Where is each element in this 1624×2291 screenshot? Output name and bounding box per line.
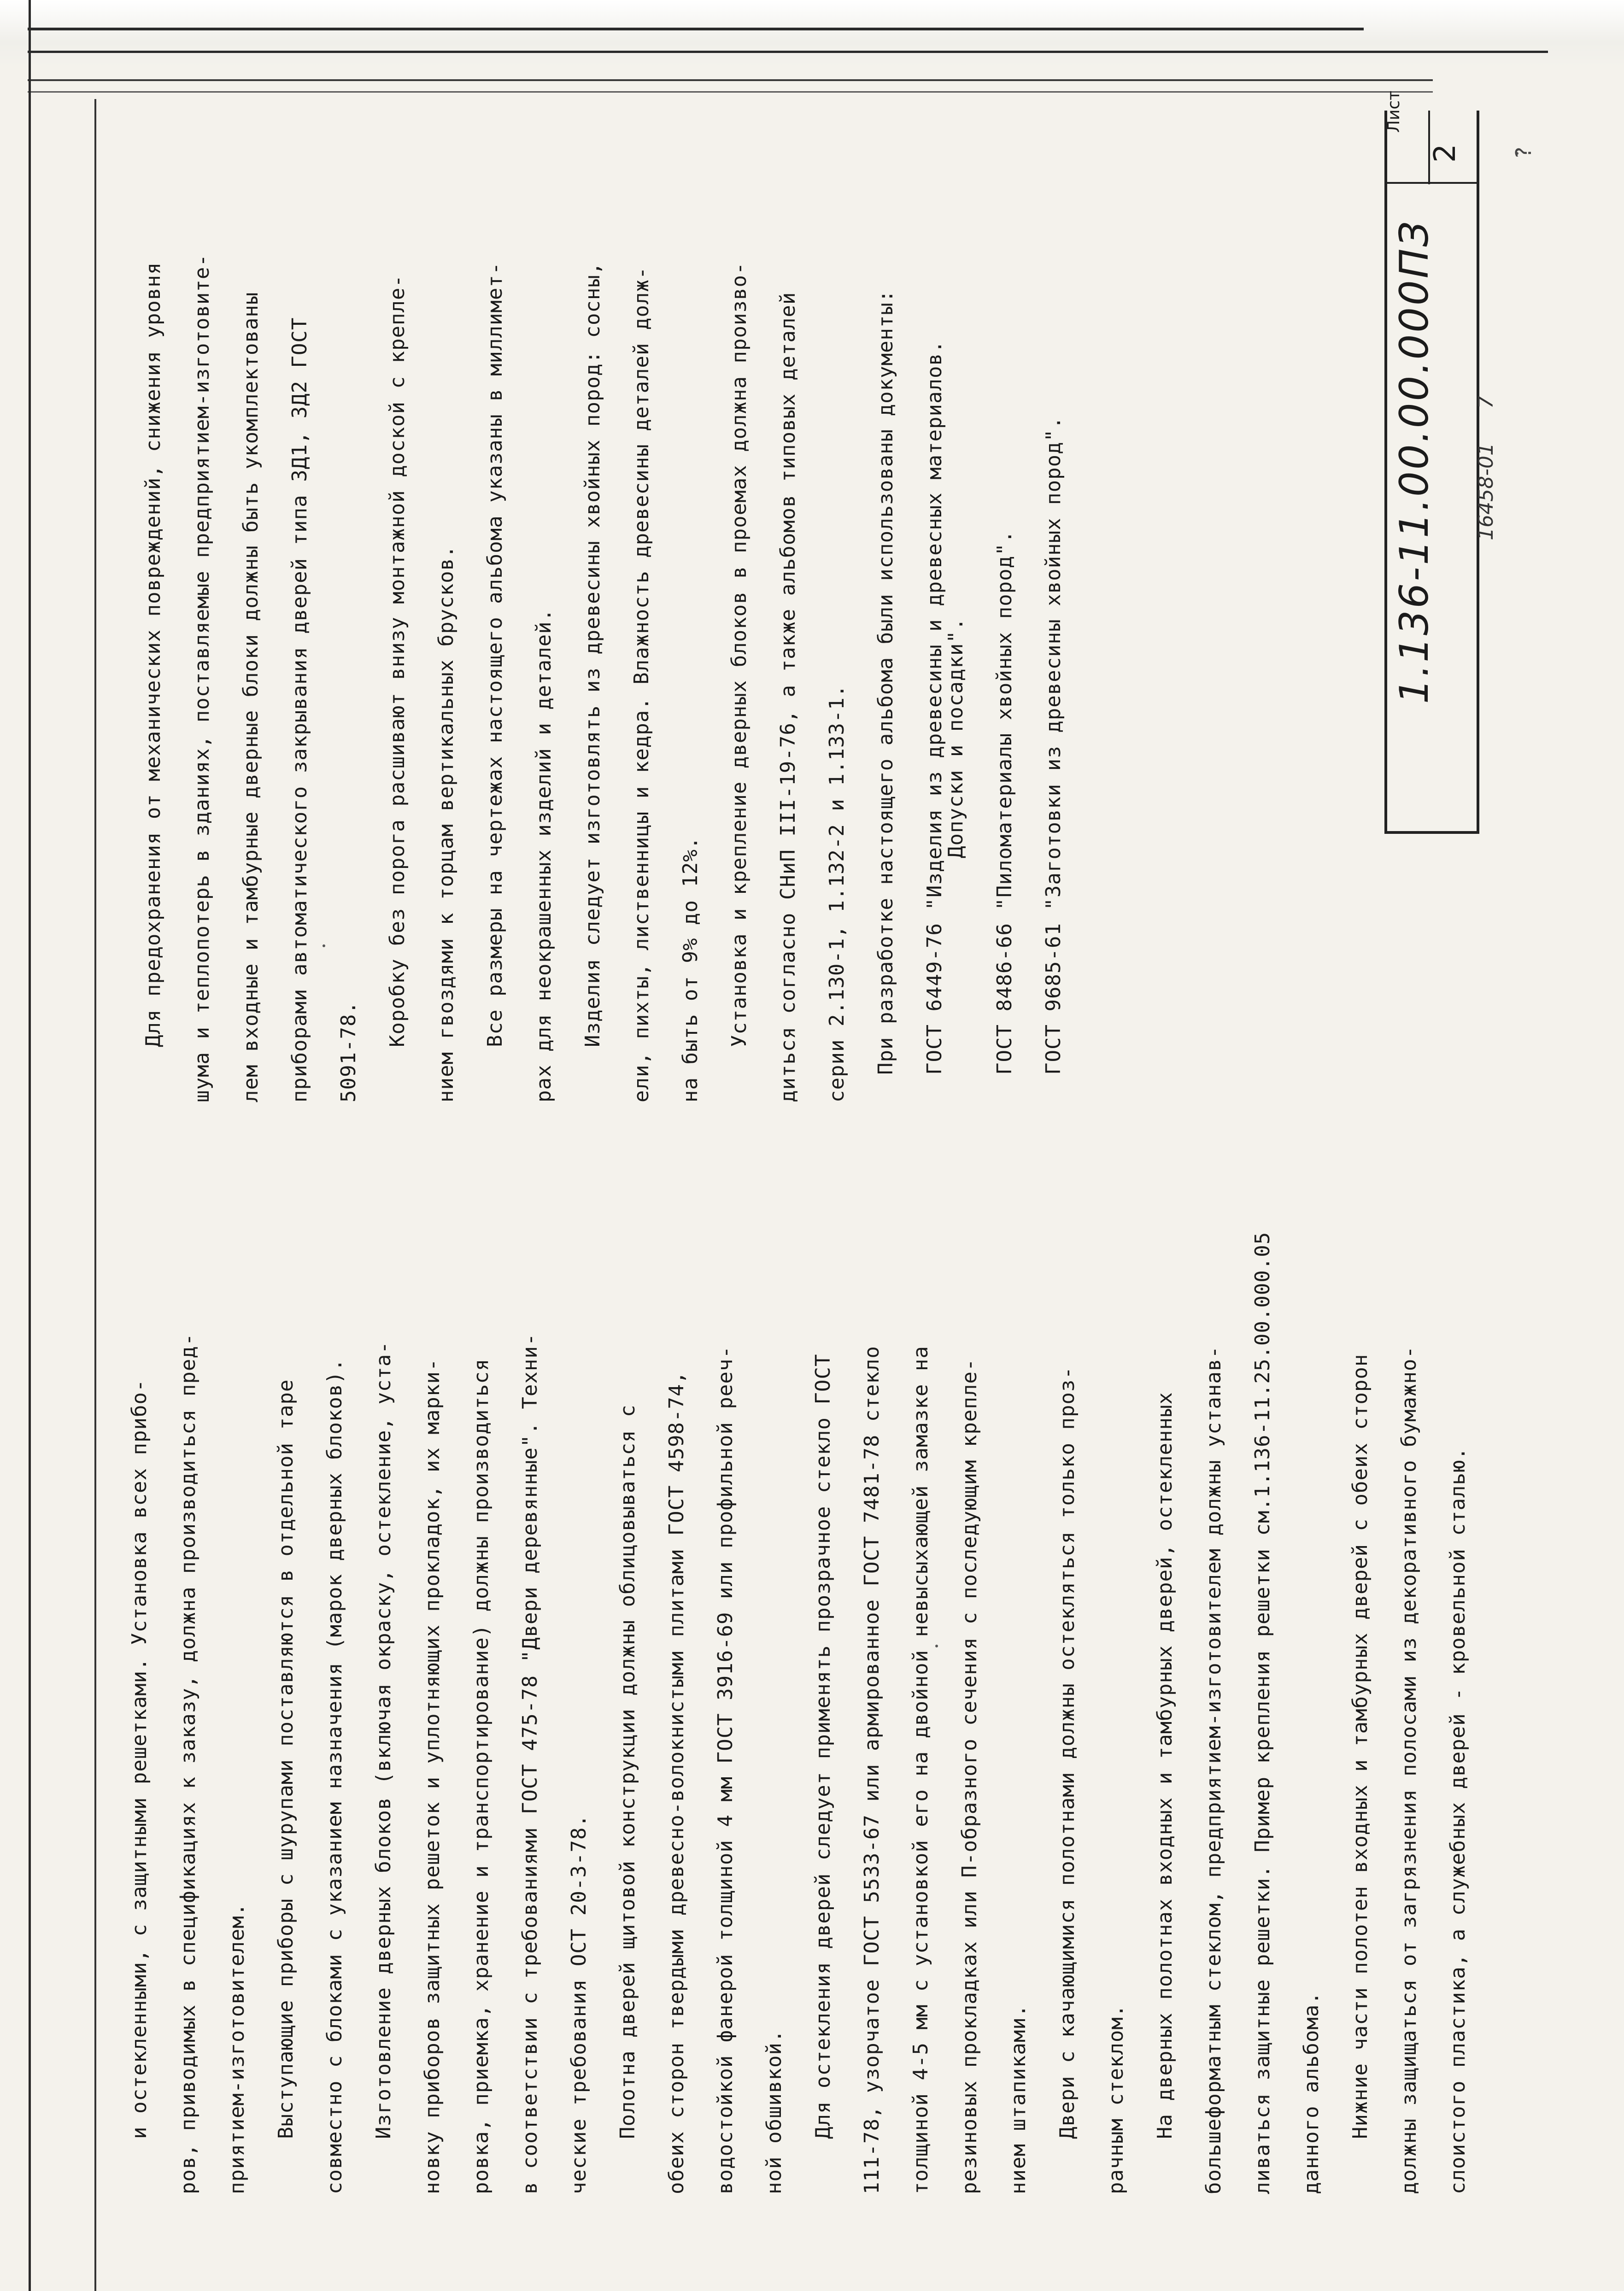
- text-line: 5091-78.: [337, 1001, 360, 1102]
- text-line: совместно с блоками с указанием назначения (марок дверных блоков).: [323, 1358, 346, 2194]
- text-line: в соответствии с требованиями ГОСТ 475-78 "Двери деревянные". Техни-: [518, 1333, 542, 2194]
- text-line: ели, пихты, лиственницы и кедра. Влажность древесины деталей долж-: [630, 266, 653, 1102]
- text-line: нием штапиками.: [1007, 2004, 1030, 2194]
- reference-line: ГОСТ 6449-76 "Изделия из древесины и древесных материалов.: [923, 340, 946, 1075]
- inventory-number-value: 16458-01: [1474, 443, 1498, 540]
- reference-line: ГОСТ 9685-61 "Заготовки из древесины хвойных пород".: [1042, 416, 1065, 1075]
- reference-line: Допуски и посадки".: [944, 617, 967, 858]
- text-line: Коробку без порога расшивают внизу монтажной доской с крепле-: [386, 275, 409, 1047]
- document-code: 1.136-11.00.00.000ПЗ: [1391, 219, 1437, 704]
- sheet-number: 2: [1428, 144, 1462, 163]
- text-line: и остекленными, с защитными решетками. Установка всех прибо-: [128, 1379, 151, 2139]
- inventory-number: [1474, 396, 1498, 540]
- text-line: ровка, приемка, хранение и транспортирование) должны производиться: [469, 1358, 493, 2194]
- text-line: слоистого пластика, а служебных дверей - кровельной сталью.: [1446, 1447, 1470, 2194]
- text-line: ной обшивкой.: [762, 2029, 786, 2194]
- text-line: шума и теплопотерь в зданиях, поставляемые предприятием-изготовите-: [190, 254, 214, 1102]
- text-line: При разработке настоящего альбома были использованы документы:: [874, 289, 897, 1075]
- text-line: приборами автоматического закрывания дверей типа 3Д1, 3Д2 ГОСТ: [288, 317, 311, 1102]
- text-column-left: [115, 1181, 1483, 2194]
- text-line: Выступающие приборы с шурупами поставляются в отдельной таре: [274, 1379, 298, 2139]
- text-column-right: [129, 89, 1078, 1102]
- text-line: Установка и крепление дверных блоков в проемах должна произво-: [727, 262, 751, 1047]
- text-line: данного альбома.: [1300, 1992, 1323, 2194]
- text-line: Нижние части полотен входных и тамбурных дверей с обеих сторон: [1348, 1354, 1372, 2139]
- text-line: Двери с качающимися полотнами должны остекляться только проз-: [1055, 1366, 1079, 2139]
- text-line: ливаться защитные решетки. Пример крепления решетки см.1.136-11.25.00.000.05: [1251, 1231, 1274, 2194]
- text-line: 111-78, узорчатое ГОСТ 5533-67 или армированное ГОСТ 7481-78 стекло: [860, 1346, 884, 2194]
- margin-mark: ?: [1511, 146, 1536, 158]
- text-line: водостойкой фанерой толщиной 4 мм ГОСТ 3916-69 или профильной рееч-: [714, 1346, 737, 2194]
- text-line: большеформатным стеклом, предприятием-изготовителем должны устанав-: [1202, 1346, 1225, 2194]
- text-line: резиновых прокладках или П-образного сечения с последующим крепле-: [958, 1358, 981, 2194]
- text-line: Все размеры на чертежах настоящего альбома указаны в миллимет-: [483, 262, 507, 1047]
- text-line: серии 2.130-1, 1.132-2 и 1.133-1.: [825, 684, 849, 1102]
- text-line: На дверных полотнах входных и тамбурных дверей, остекленных: [1153, 1392, 1177, 2139]
- text-line: на быть от 9% до 12%.: [679, 836, 702, 1102]
- text-line: приятием-изготовителем.: [225, 1903, 249, 2194]
- text-line: новку приборов защитных решеток и уплотняющих прокладок, их марки-: [421, 1358, 444, 2194]
- text-line: Для остекления дверей следует применять прозрачное стекло ГОСТ: [811, 1354, 835, 2139]
- text-line: диться согласно СНиП III-19-76, а также альбомов типовых деталей: [776, 292, 800, 1102]
- reference-line: ГОСТ 8486-66 "Пиломатериалы хвойных пород".: [993, 530, 1016, 1075]
- text-line: Изготовление дверных блоков (включая окраску, остекление, уста-: [372, 1341, 395, 2139]
- text-line: толщиной 4-5 мм с установкой его на двойной невысыхающей замазке на: [909, 1346, 932, 2194]
- text-line: Полотна дверей щитовой конструкции должны облицовываться с: [616, 1404, 639, 2139]
- text-line: лем входные и тамбурные дверные блоки должны быть укомплектованы: [239, 292, 263, 1102]
- inventory-number-suffix: 7: [1474, 396, 1498, 409]
- text-line: рах для неокрашенных изделий и деталей.: [532, 608, 556, 1102]
- text-line: должны защищаться от загрязнения полосами из декоративного бумажно-: [1397, 1346, 1421, 2194]
- text-line: нием гвоздями к торцам вертикальных брусков.: [434, 545, 458, 1102]
- text-line: ческие требования ОСТ 20-3-78.: [567, 1814, 591, 2194]
- sheet-label: Лист: [1384, 90, 1403, 133]
- text-line: обеих сторон твердыми древесно-волокнистыми плитами ГОСТ 4598-74,: [665, 1371, 688, 2194]
- text-line: Для предохранения от механических повреждений, снижения уровня: [141, 262, 165, 1047]
- text-line: ров, приводимых в спецификациях к заказу, должна производиться пред-: [176, 1333, 200, 2194]
- text-line: Изделия следует изготовлять из древесины хвойных пород: сосны,: [581, 262, 604, 1047]
- text-line: рачным стеклом.: [1104, 2004, 1128, 2194]
